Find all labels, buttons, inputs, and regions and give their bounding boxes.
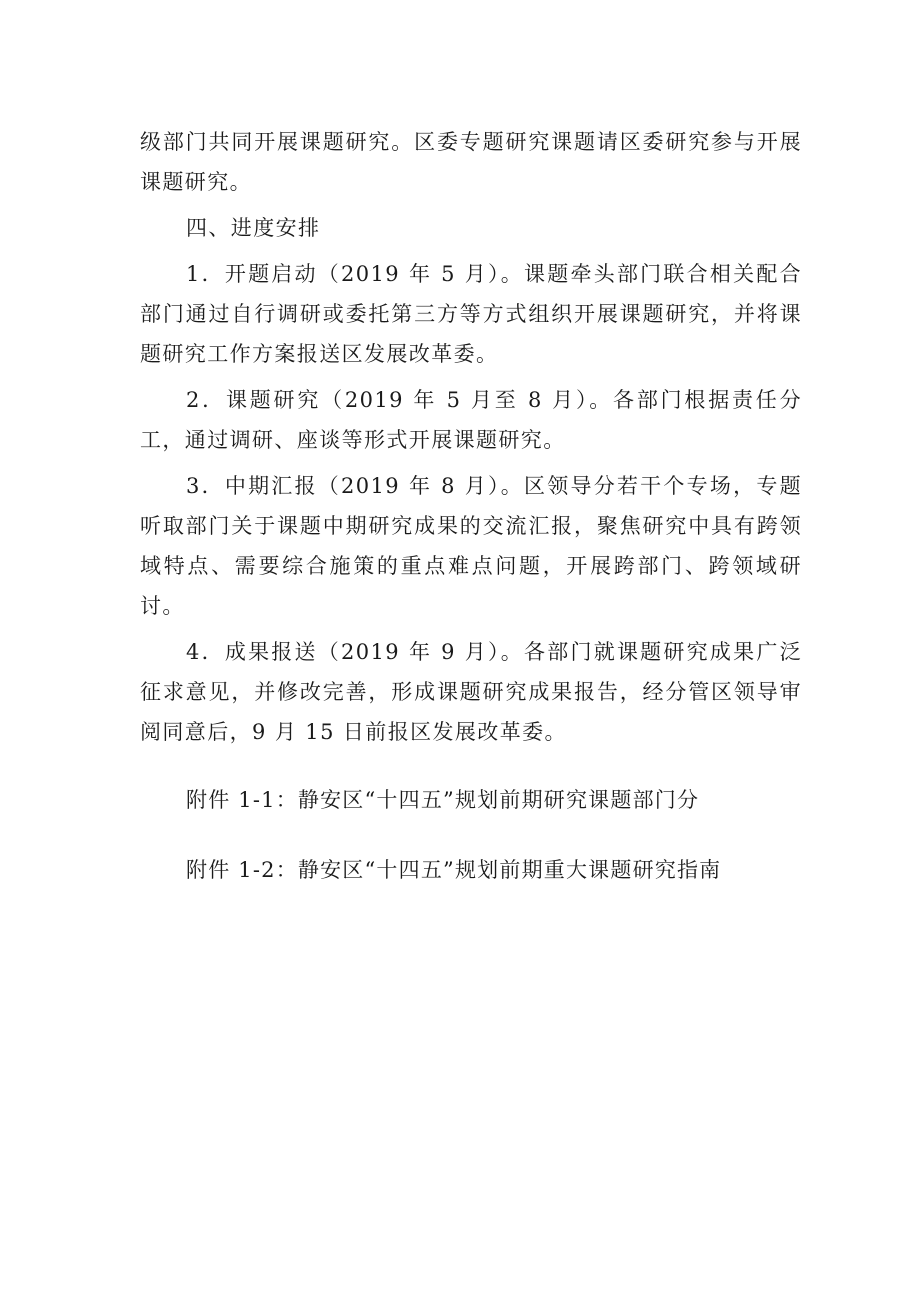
attachments-list xyxy=(186,780,826,920)
attachment-1-1: 附件 1-1：静安区“十四五”规划前期研究课题部门分 xyxy=(186,788,700,812)
schedule-item-2: 2．课题研究（2019 年 5 月至 8 月）。各部门根据责任分工，通过调研、座谈等形式开展课题研究。 xyxy=(140,388,802,452)
schedule-item-4: 4．成果报送（2019 年 9 月）。各部门就课题研究成果广泛征求意见，并修改完善，形成课题研究成果报告，经分管区领导审阅同意后，9 月 15 日前报区发展改革委。 xyxy=(140,640,802,744)
continuation-paragraph: 级部门共同开展课题研究。区委专题研究课题请区委研究参与开展课题研究。 xyxy=(140,130,802,194)
schedule-item-3: 3．中期汇报（2019 年 8 月）。区领导分若干个专场，专题听取部门关于课题中期研究成果的交流汇报，聚焦研究中具有跨领域特点、需要综合施策的重点难点问题，开展跨部门、跨领域研讨。 xyxy=(140,474,802,618)
schedule-item-1: 1．开题启动（2019 年 5 月）。课题牵头部门联合相关配合部门通过自行调研或委托第三方等方式组织开展课题研究，并将课题研究工作方案报送区发展改革委。 xyxy=(140,262,802,366)
document-body xyxy=(140,122,802,758)
section-heading: 四、进度安排 xyxy=(186,216,321,240)
attachment-1-2: 附件 1-2：静安区“十四五”规划前期重大课题研究指南 xyxy=(186,858,722,882)
